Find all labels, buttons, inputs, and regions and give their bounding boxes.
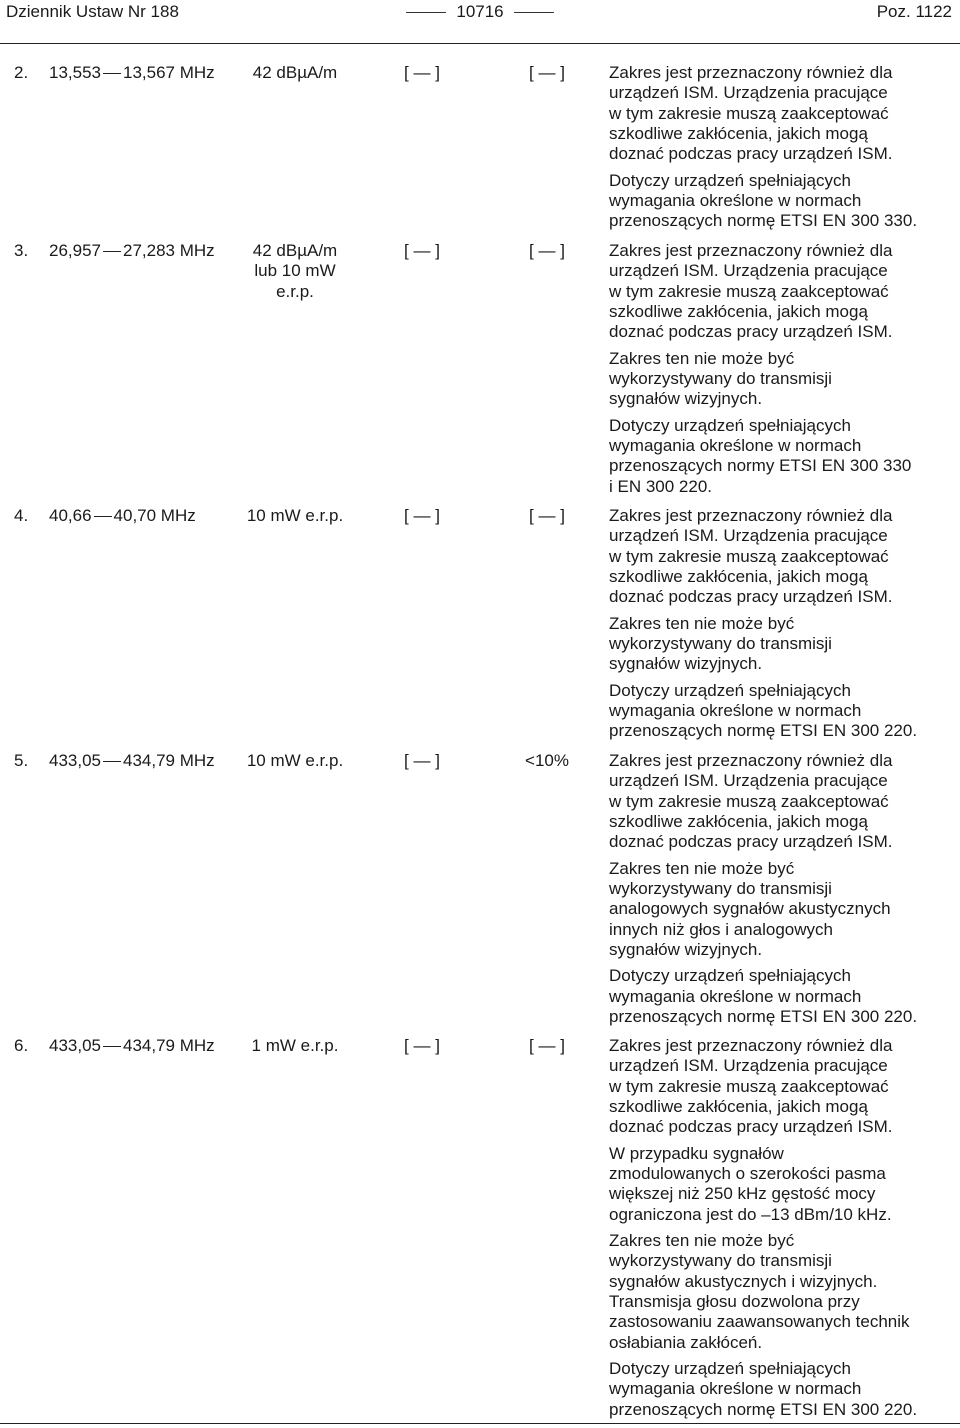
column-4-value: [ — ] [404, 63, 440, 82]
table-bottom-rule [0, 1423, 960, 1424]
page-number [0, 0, 960, 24]
frequency-range [49, 241, 215, 261]
power-limit: 10 mW e.r.p. [246, 506, 344, 525]
remark-paragraph: Dotyczy urządzeń spełniających wymagania określone w normach przenoszących normę ETSI EN 300 220. [609, 966, 918, 1026]
page-number-text: 10716 [456, 2, 504, 21]
remark-paragraph: Dotyczy urządzeń spełniających wymagania określone w normach przenoszących normę ETSI EN 300 220. [609, 680, 918, 741]
remark-paragraph: Zakres ten nie może być wykorzystywany do transmisji sygnałów akustycznych i wizyjnych. Transmisja głosu dozwolona przy zastosowaniu zaawansowanych technik osłabiania zakłóceń. [609, 1231, 910, 1352]
range-dash [103, 73, 121, 74]
remark-paragraph: Zakres jest przeznaczony również dla urządzeń ISM. Urządzenia pracujące w tym zakresie muszą zaakceptować szkodliwe zakłócenia, jakich mogą doznać podczas pracy urządzeń ISM. [609, 751, 893, 852]
range-dash [103, 1046, 121, 1047]
row-number: 6. [14, 1036, 29, 1055]
column-4-value: [ — ] [404, 506, 440, 525]
frequency-range [49, 751, 215, 771]
column-4-value: [ — ] [404, 751, 440, 770]
page-header [0, 0, 960, 24]
column-5-value: [ — ] [529, 506, 565, 525]
row-number: 4. [14, 506, 29, 525]
column-5-value: [ — ] [529, 1036, 565, 1055]
remark-paragraph: Dotyczy urządzeń spełniających wymagania określone w normach przenoszących normy ETSI EN 300 330 i EN 300 220. [609, 415, 912, 496]
power-limit: 10 mW e.r.p. [246, 751, 344, 770]
column-4-value: [ — ] [404, 241, 440, 260]
remark-paragraph: Zakres jest przeznaczony również dla urządzeń ISM. Urządzenia pracujące w tym zakresie muszą zaakceptować szkodliwe zakłócenia, jakich mogą doznać podczas pracy urządzeń ISM. [609, 1036, 893, 1137]
column-5-value: <10% [525, 751, 569, 770]
remarks [609, 751, 959, 1027]
row-number: 3. [14, 241, 29, 260]
remarks [609, 506, 959, 742]
remark-paragraph: Zakres jest przeznaczony również dla urządzeń ISM. Urządzenia pracujące w tym zakresie muszą zaakceptować szkodliwe zakłócenia, jakich mogą doznać podczas pracy urządzeń ISM. [609, 241, 893, 342]
dash-right [514, 12, 554, 13]
freq-to: 13,567 MHz [123, 63, 215, 82]
remark-paragraph: Zakres jest przeznaczony również dla urządzeń ISM. Urządzenia pracujące w tym zakresie muszą zaakceptować szkodliwe zakłócenia, jakich mogą doznać podczas pracy urządzeń ISM. [609, 63, 893, 164]
power-limit: 42 dBµA/m lub 10 mW e.r.p. [252, 241, 338, 301]
freq-to: 434,79 MHz [123, 1036, 215, 1055]
remark-paragraph: Zakres ten nie może być wykorzystywany do transmisji analogowych sygnałów akustycznych innych niż głos i analogowych sygnałów wizyjnych. [609, 858, 891, 959]
freq-to: 27,283 MHz [123, 241, 215, 260]
column-4-value: [ — ] [404, 1036, 440, 1055]
remark-paragraph: Dotyczy urządzeń spełniających wymagania określone w normach przenoszących normę ETSI EN 300 330. [609, 170, 918, 231]
remarks [609, 63, 959, 232]
freq-from: 433,05 [49, 1036, 101, 1055]
freq-to: 40,70 MHz [113, 506, 196, 525]
freq-from: 433,05 [49, 751, 101, 770]
journal-title: Dziennik Ustaw Nr 188 [6, 2, 179, 21]
dash-left [406, 12, 446, 13]
range-dash [103, 251, 121, 252]
power-limit: 1 mW e.r.p. [251, 1036, 339, 1055]
remark-paragraph: Dotyczy urządzeń spełniających wymagania określone w normach przenoszących normę ETSI EN 300 220. [609, 1359, 918, 1419]
range-dash [103, 761, 121, 762]
freq-from: 13,553 [49, 63, 101, 82]
frequency-range [49, 506, 196, 526]
remark-paragraph: Zakres ten nie może być wykorzystywany do transmisji sygnałów wizyjnych. [609, 348, 832, 409]
power-limit: 42 dBµA/m [252, 63, 338, 82]
remark-paragraph: W przypadku sygnałów zmodulowanych o szerokości pasma większej niż 250 kHz gęstość mocy ograniczona jest do –13 dBm/10 kHz. [609, 1143, 892, 1224]
table-top-rule [0, 43, 960, 44]
column-5-value: [ — ] [529, 241, 565, 260]
remark-paragraph: Zakres jest przeznaczony również dla urządzeń ISM. Urządzenia pracujące w tym zakresie muszą zaakceptować szkodliwe zakłócenia, jakich mogą doznać podczas pracy urządzeń ISM. [609, 506, 893, 607]
column-5-value: [ — ] [529, 63, 565, 82]
remarks [609, 241, 959, 497]
row-number: 2. [14, 63, 29, 82]
frequency-range [49, 1036, 215, 1056]
freq-from: 26,957 [49, 241, 101, 260]
row-number: 5. [14, 751, 29, 770]
remark-paragraph: Zakres ten nie może być wykorzystywany do transmisji sygnałów wizyjnych. [609, 613, 832, 674]
range-dash [94, 516, 112, 517]
freq-from: 40,66 [49, 506, 92, 525]
frequency-range [49, 63, 215, 83]
freq-to: 434,79 MHz [123, 751, 215, 770]
remarks [609, 1036, 959, 1420]
position-number: Poz. 1122 [876, 2, 952, 21]
